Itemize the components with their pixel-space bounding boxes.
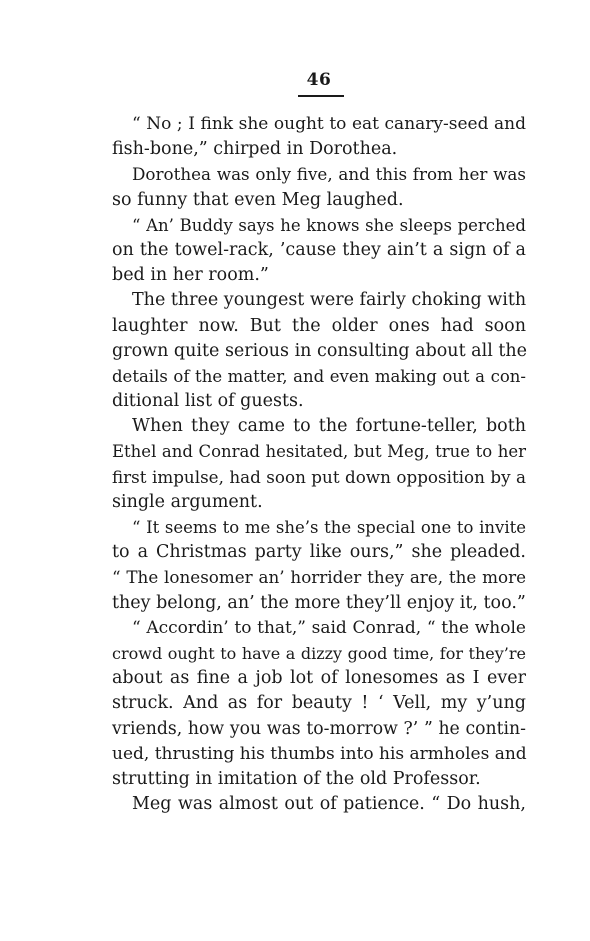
text-line: Dorothea was only five, and this from her was	[132, 164, 526, 185]
text-line: The three youngest were fairly choking with	[132, 290, 527, 311]
text-line: to a Christmas party like ours,” she pleaded.	[112, 542, 526, 563]
text-line: crowd ought to have a dizzy good time, for they’re	[112, 643, 526, 663]
text-line: ditional list of guests.	[112, 391, 304, 412]
text-line: struck. And as for beauty ! ‘ Vell, my y’ung	[112, 693, 526, 714]
body-text	[112, 112, 526, 817]
page-number-rule	[298, 95, 344, 97]
text-line: bed in her room.”	[112, 265, 269, 286]
text-line: “ Accordin’ to that,” said Conrad, “ the whole	[132, 617, 526, 638]
text-line: “ No ; I fink she ought to eat canary-seed and	[132, 114, 526, 134]
text-line: on the towel-rack, ’cause they ain’t a sign of a	[112, 239, 526, 260]
text-line: ued, thrusting his thumbs into his armholes and	[112, 743, 527, 764]
text-line: first impulse, had soon put down opposition by a	[112, 466, 526, 487]
text-line: they belong, an’ the more they’ll enjoy it, too.”	[112, 592, 526, 613]
text-line: grown quite serious in consulting about all the	[112, 340, 528, 361]
text-line: When they came to the fortune-teller, both	[132, 416, 526, 437]
page-number: 46	[306, 70, 332, 90]
text-line: so funny that even Meg laughed.	[112, 189, 404, 210]
text-line: about as fine a job lot of lonesomes as I ever	[112, 668, 526, 689]
text-line: strutting in imitation of the old Professor.	[112, 768, 481, 789]
text-line: fish-bone,” chirped in Dorothea.	[112, 139, 398, 160]
text-line: “ The lonesomer an’ horrider they are, the more	[112, 567, 526, 588]
text-line: laughter now. But the older ones had soon	[112, 315, 526, 336]
text-line: “ It seems to me she’s the special one to invite	[132, 518, 526, 537]
text-line: “ An’ Buddy says he knows she sleeps perched	[132, 215, 526, 235]
text-line: single argument.	[112, 491, 263, 512]
text-line: details of the matter, and even making out a con-	[112, 366, 526, 386]
text-line: Ethel and Conrad hesitated, but Meg, true to her	[112, 442, 526, 462]
text-line: vriends, how you was to-morrow ?’ ” he contin-	[112, 718, 526, 739]
text-line: Meg was almost out of patience. “ Do hush,	[132, 794, 526, 815]
